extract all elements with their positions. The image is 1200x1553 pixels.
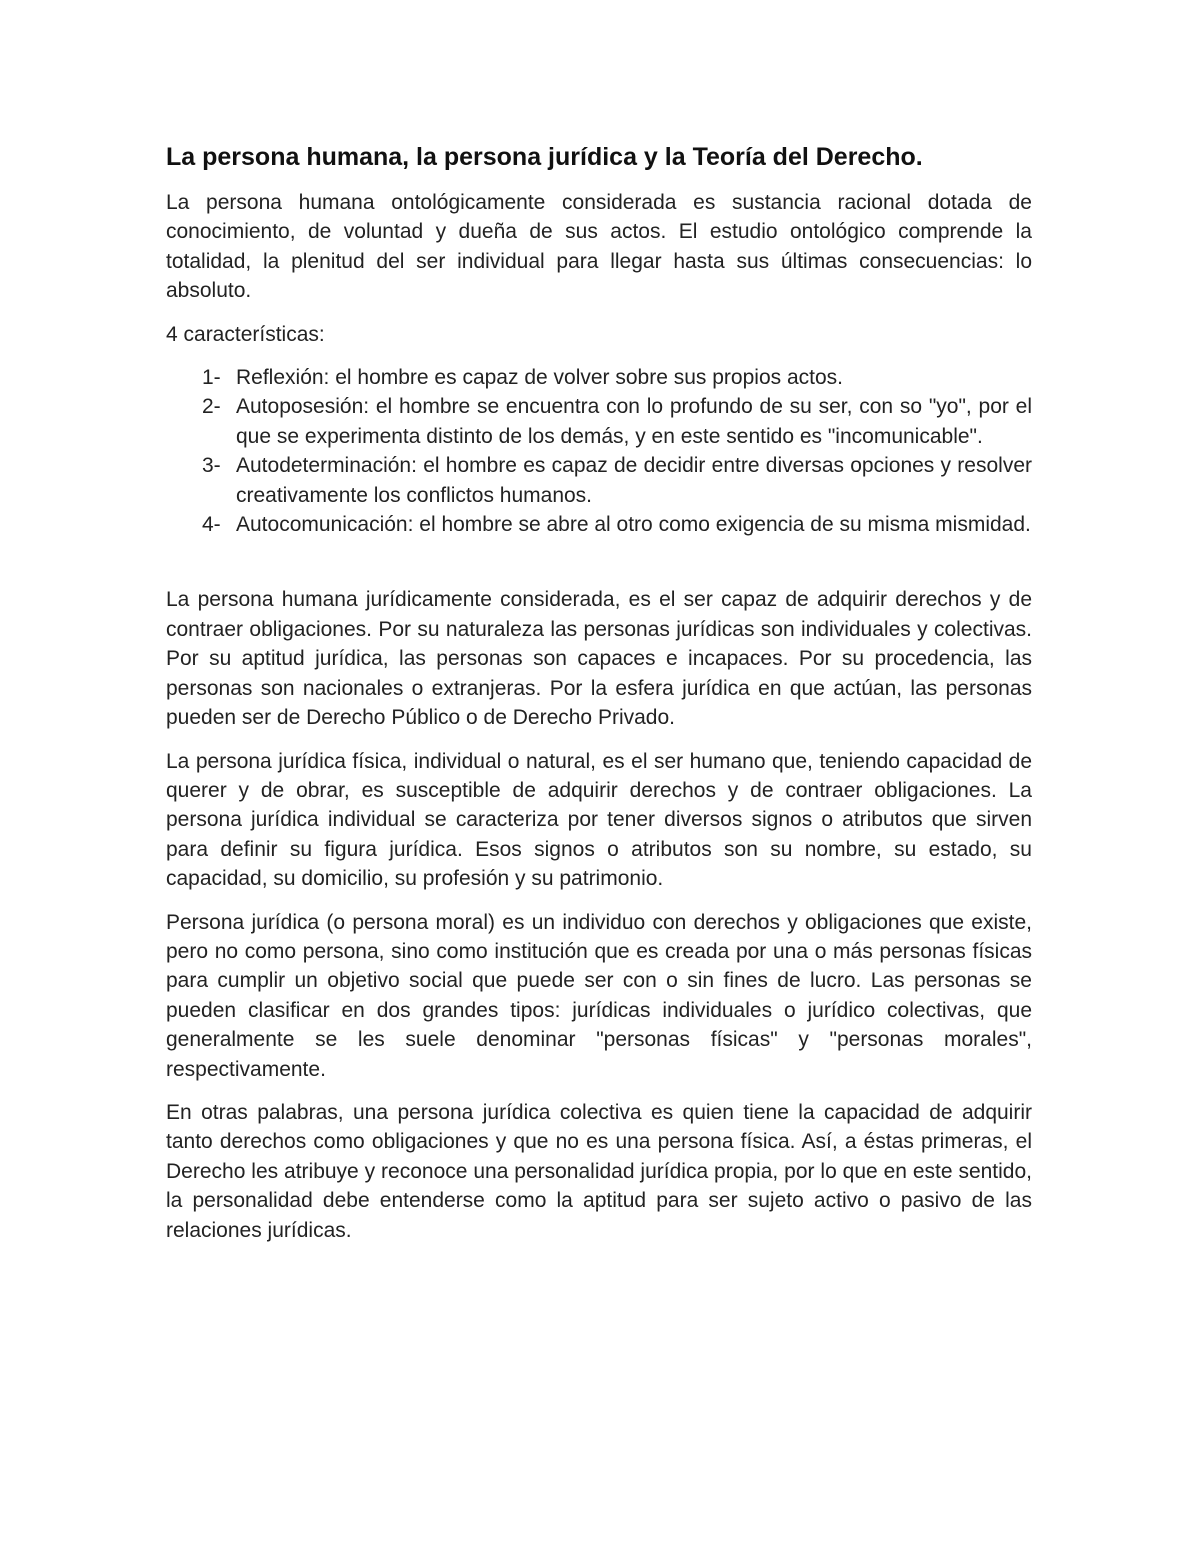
list-item: [166, 392, 1032, 451]
list-item: [166, 363, 1032, 392]
list-item-number: 2-: [202, 395, 221, 419]
body-paragraph: Persona jurídica (o persona moral) es un individuo con derechos y obligaciones que existe, pero no como persona, sino como institución que es creada por una o más personas físicas para cumplir un objetivo social que puede ser con o sin fines de lucro. Las personas se pueden clasificar en dos grandes tipos: jurídicas individuales o jurídico colectivas, que generalmente se les suele denominar "personas físicas" y "personas morales", respectivamente.: [166, 910, 1032, 1081]
list-item: [166, 451, 1032, 510]
list-item-number: 1-: [202, 366, 221, 390]
body-paragraph: La persona jurídica física, individual o natural, es el ser humano que, teniendo capacidad de querer y de obrar, es susceptible de adquirir derechos y de contraer obligaciones. La persona jurídica individual se caracteriza por tener diversos signos o atributos que sirven para definir su figura jurídica. Esos signos o atributos son su nombre, su estado, su capacidad, su domicilio, su profesión y su patrimonio.: [166, 749, 1032, 891]
list-item-number: 3-: [202, 454, 221, 478]
body-paragraph: La persona humana jurídicamente considerada, es el ser capaz de adquirir derechos y de contraer obligaciones. Por su naturaleza las personas jurídicas son individuales y colectivas. Por su aptitud jurídica, las personas son capaces e incapaces. Por su procedencia, las personas son nacionales o extranjeras. Por la esfera jurídica en que actúan, las personas pueden ser de Derecho Público o de Derecho Privado.: [166, 588, 1032, 730]
list-item: [166, 510, 1032, 539]
section-spacer: [166, 539, 1032, 585]
list-item-text: Autodeterminación: el hombre es capaz de decidir entre diversas opciones y resolver creativamente los conflictos humanos.: [236, 454, 1032, 507]
document-page: [166, 140, 1032, 1259]
intro-paragraph: La persona humana ontológicamente considerada es sustancia racional dotada de conocimiento, de voluntad y dueña de sus actos. El estudio ontológico comprende la totalidad, la plenitud del ser individual para llegar hasta sus últimas consecuencias: lo absoluto.: [166, 191, 1032, 303]
list-item-text: Autocomunicación: el hombre se abre al otro como exigencia de su misma mismidad.: [236, 513, 1031, 537]
list-item-text: Autoposesión: el hombre se encuentra con lo profundo de su ser, con so "yo", por el que se experimenta distinto de los demás, y en este sentido es "incomunicable".: [236, 395, 1032, 448]
body-paragraph: En otras palabras, una persona jurídica colectiva es quien tiene la capacidad de adquirir tanto derechos como obligaciones y que no es una persona física. Así, a éstas primeras, el Derecho les atribuye y reconoce una personalidad jurídica propia, por lo que en este sentido, la personalidad debe entenderse como la aptitud para ser sujeto activo o pasivo de las relaciones jurídicas.: [166, 1100, 1032, 1242]
list-item-number: 4-: [202, 513, 221, 537]
list-item-text: Reflexión: el hombre es capaz de volver sobre sus propios actos.: [236, 366, 843, 390]
characteristics-heading: 4 características:: [166, 322, 325, 346]
document-title: La persona humana, la persona jurídica y la Teoría del Derecho.: [166, 143, 923, 171]
characteristics-list: [166, 363, 1032, 539]
